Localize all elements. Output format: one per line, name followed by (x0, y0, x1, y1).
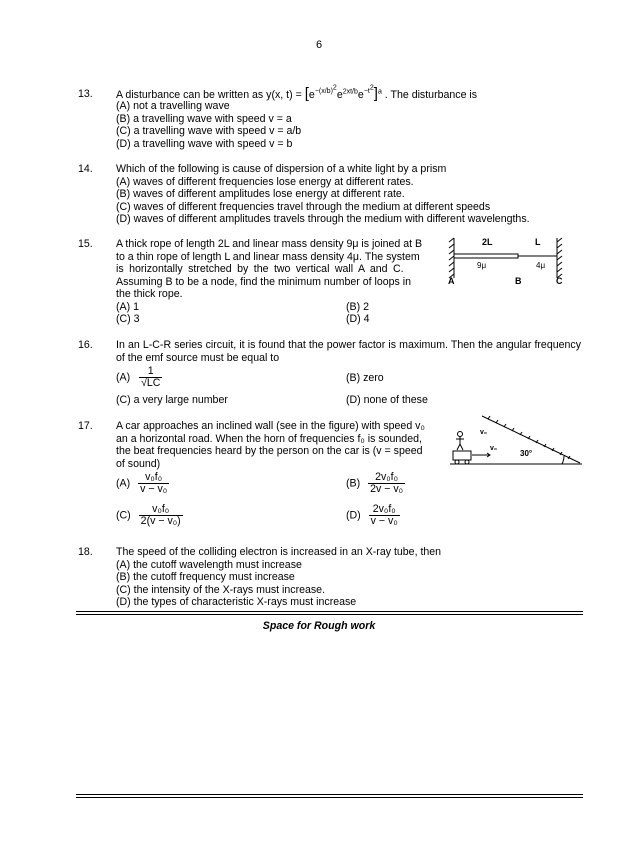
option: (D) none of these (346, 394, 428, 406)
question-number: 15. (78, 238, 93, 250)
option: (C) waves of different frequencies travel through the medium at different speeds (116, 201, 491, 213)
denominator: 2(v − v₀) (140, 515, 181, 527)
label-b: B (515, 276, 522, 286)
option-a (116, 366, 162, 389)
option: (B) 2 (346, 301, 369, 313)
option: (A) waves of different frequencies lose energy at different rates. (116, 176, 414, 188)
option: (C) the intensity of the X-rays must increase. (116, 584, 326, 596)
option-label: (D) (346, 509, 361, 522)
fraction (368, 472, 405, 495)
question-18-stem: The speed of the colliding electron is increased in an X-ray tube, then (116, 546, 442, 558)
q13-outer-exp: a (377, 88, 382, 96)
angle-arc (562, 456, 564, 464)
divider-bottom (76, 797, 583, 798)
question-17-stem-line: the beat frequencies heard by the person on the car is (v = speed (116, 445, 423, 457)
numerator: v₀f₀ (138, 472, 169, 484)
question-13-stem: A disturbance can be written as y(x, $t) = [e^{-(x/b)^2}e^{2xt/b}e^{-t^2}]^a$ . The disturbance is (116, 84, 478, 102)
divider-top (76, 611, 583, 612)
option-a (116, 472, 169, 495)
label-c: C (556, 276, 563, 286)
label-a: A (448, 276, 455, 286)
car (453, 451, 471, 460)
option: (A) the cutoff wavelength must increase (116, 559, 302, 571)
numerator: 1 (139, 366, 162, 378)
option: (C) a very large number (116, 394, 228, 406)
option: (D) waves of different amplitudes travels through the medium with different wavelengths. (116, 213, 530, 225)
fraction (139, 366, 162, 389)
q13-exp2: 2xt/b (342, 88, 358, 96)
option: (C) a travelling wave with speed v = a/b (116, 125, 302, 137)
label-v0-b: v₀ (490, 445, 498, 452)
label-mu-thick: 9μ (477, 261, 487, 270)
denominator: √LC (141, 377, 161, 389)
label-mu-thin: 4μ (536, 261, 546, 270)
question-number: 14. (78, 163, 93, 175)
option-c (116, 504, 183, 527)
option: (A) not a travelling wave (116, 100, 230, 112)
option: (B) zero (346, 372, 384, 384)
question-14-stem: Which of the following is cause of dispersion of a white light by a prism (116, 163, 447, 175)
q13-exp1: −(x/b) (314, 88, 333, 96)
option-label: (C) (116, 509, 131, 522)
question-17-stem-line: an a horizontal road. When the horn of frequencies f₀ is sounded, (116, 433, 422, 445)
question-15-stem-line: is horizontally stretched by the two vertical wall A and C. (116, 263, 404, 275)
option-label: (B) (346, 477, 361, 490)
option: (B) the cutoff frequency must increase (116, 571, 295, 583)
wheel (455, 460, 459, 464)
option: (D) the types of characteristic X-rays must increase (116, 596, 357, 608)
q13-stem-pre: A disturbance can be written as y(x, t) = (116, 88, 302, 101)
option-label: (A) (116, 477, 131, 490)
question-15-stem-line: Assuming B to be a node, find the minimum number of loops in (116, 276, 412, 288)
question-15-stem-line: the thick rope. (116, 288, 183, 300)
label-l: L (535, 237, 541, 247)
q13-stem-post: . The disturbance is (384, 88, 478, 101)
option-label: (A) (116, 371, 131, 384)
question-number: 13. (78, 88, 93, 100)
q13-exp1-sup: 2 (332, 85, 337, 92)
option-b (346, 472, 405, 495)
thick-rope (454, 254, 518, 258)
q13-exp3-sup: 2 (369, 85, 374, 92)
denominator: v − v₀ (140, 483, 168, 495)
label-angle: 30° (520, 449, 533, 458)
rough-work-label: Space for Rough work (262, 620, 376, 632)
question-15-stem-line: A thick rope of length 2L and linear mass density 9μ is joined at B (116, 238, 423, 250)
wheel (465, 460, 469, 464)
q13-exp3: −t (363, 88, 370, 96)
divider-top (76, 614, 583, 615)
question-16-stem: In an L-C-R series circuit, it is found that the power factor is maximum. Then the angular frequency of the emf source must be equal to (116, 339, 581, 364)
question-number: 18. (78, 546, 93, 558)
question-17-stem-line: of sound) (116, 458, 161, 470)
denominator: 2v − v₀ (370, 483, 404, 495)
car-incline-figure (450, 414, 585, 469)
numerator: v₀f₀ (139, 504, 183, 516)
option: (D) 4 (346, 313, 370, 325)
numerator: 2v₀f₀ (368, 472, 405, 484)
label-2l: 2L (482, 237, 493, 247)
question-15-stem-line: to a thin rope of length L and linear mass density 4μ. The system (116, 251, 420, 263)
question-number: 17. (78, 420, 93, 432)
option: (B) waves of different amplitudes lose energy at different rate. (116, 188, 405, 200)
option: (B) a travelling wave with speed v = a (116, 113, 292, 125)
question-17-stem-line: A car approaches an inclined wall (see in the figure) with speed v₀ (116, 420, 425, 432)
denominator: v − v₀ (370, 515, 398, 527)
divider-bottom (76, 794, 583, 795)
fraction (138, 472, 169, 495)
question-number: 16. (78, 339, 93, 351)
label-v0-a: v₀ (480, 429, 488, 436)
fraction (139, 504, 183, 527)
numerator: 2v₀f₀ (369, 504, 400, 516)
option: (A) 1 (116, 301, 139, 313)
page-number: 6 (315, 39, 323, 51)
option: (C) 3 (116, 313, 140, 325)
person-head (458, 432, 463, 437)
fraction (369, 504, 400, 527)
rope-figure (442, 234, 572, 290)
option: (D) a travelling wave with speed v = b (116, 138, 293, 150)
option-d (346, 504, 400, 527)
